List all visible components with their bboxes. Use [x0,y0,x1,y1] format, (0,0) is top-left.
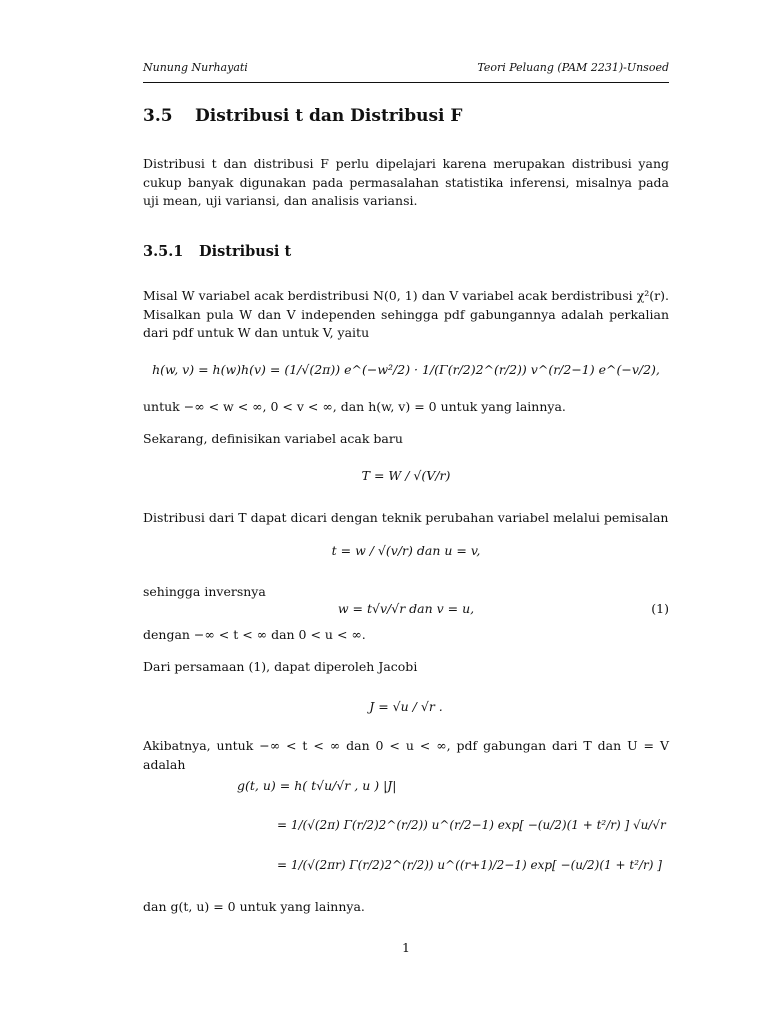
equation-jacobian: J = √u / √r . [369,699,443,714]
equation-number: (1) [651,601,669,616]
equation-g-line1: g(t, u) = h( t√u/√r , u ) |J| [237,778,397,793]
subsection-heading [143,243,669,260]
equation-substitution: t = w / √(v/r) dan u = v, [331,543,481,558]
paragraph-transformation: Distribusi dari T dapat dicari dengan teknik perubahan variabel melalui pemisalan [143,510,669,525]
paragraph-otherwise: dan g(t, u) = 0 untuk yang lainnya. [143,899,365,914]
equation-g-line3: = 1/(√(2πr) Γ(r/2)2^(r/2)) u^((r+1)/2−1) exp[ −(u/2)(1 + t²/r) ] [277,858,662,872]
paragraph-jacobian-intro: Dari persamaan (1), dapat diperoleh Jacobi [143,659,418,674]
paragraph-definition: Misal W variabel acak berdistribusi N(0, 1) dan V variabel acak berdistribusi χ²(r). Misalkan pula W dan V independen sehingga pdf gabungannya adalah perkalian dari pdf untuk W dan untuk V, yaitu [143,288,669,340]
header-course: Teori Peluang (PAM 2231)-Unsoed [477,61,669,74]
section-title: Distribusi t dan Distribusi F [195,106,463,126]
equation-inverse: w = t√v/√r dan v = u, [337,601,475,616]
paragraph-inverse: sehingga inversnya [143,584,266,599]
equation-t-definition: T = W / √(V/r) [361,468,451,483]
paragraph-new-variable: Sekarang, definisikan variabel acak baru [143,431,403,446]
equation-joint-pdf: h(w, v) = h(w)h(v) = (1/√(2π)) e^(−w²/2) · 1/(Γ(r/2)2^(r/2)) v^(r/2−1) e^(−v/2), [152,362,660,377]
section-number: 3.5 [143,106,173,126]
subsection-number: 3.5.1 [143,243,184,260]
paragraph-joint-intro: Akibatnya, untuk −∞ < t < ∞ dan 0 < u < ∞, pdf gabungan dari T dan U = V adalah [143,738,669,772]
document-page [143,0,669,1024]
running-header [143,61,669,77]
section-heading [143,106,669,126]
equation-g-line2: = 1/(√(2π) Γ(r/2)2^(r/2)) u^(r/2−1) exp[ −(u/2)(1 + t²/r) ] √u/√r [277,818,666,832]
header-author: Nunung Nurhayati [143,61,248,74]
page-number: 1 [402,940,410,955]
paragraph-domain: untuk −∞ < w < ∞, 0 < v < ∞, dan h(w, v) = 0 untuk yang lainnya. [143,399,566,414]
paragraph-range: dengan −∞ < t < ∞ dan 0 < u < ∞. [143,627,366,642]
subsection-title: Distribusi t [199,243,292,260]
header-rule [143,82,669,83]
intro-paragraph: Distribusi t dan distribusi F perlu dipelajari karena merupakan distribusi yang cukup banyak digunakan pada permasalahan statistika inferensi, misalnya pada uji mean, uji variansi, dan analisis variansi. [143,156,669,208]
